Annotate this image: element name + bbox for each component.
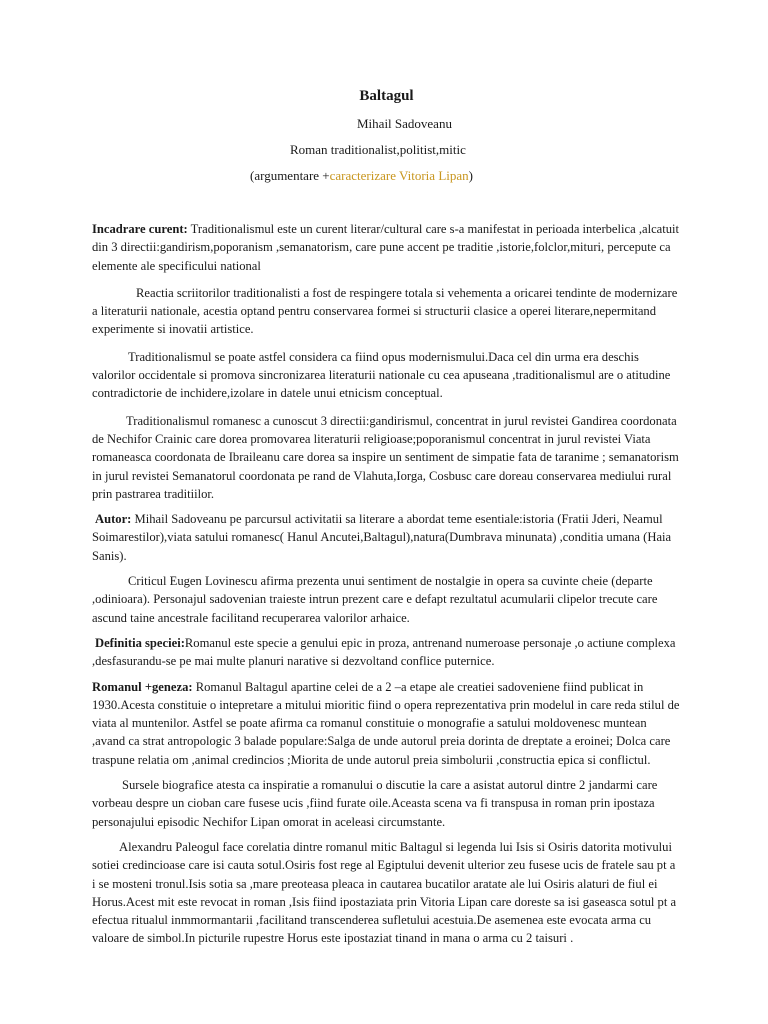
argument-prefix: (argumentare + [250, 168, 330, 183]
paragraph-autor [92, 510, 680, 565]
paragraph-text: Traditionalismul este un curent literar/cultural care s-a manifestat in perioada interbelica ,alcatuit din 3 directii:gandirism,poporanism ,semanatorism, care pune accent pe traditie ,istorie,folclor,mituri, percepute ca elemente ale specificului national [92, 222, 680, 273]
argument-line [250, 168, 473, 184]
section-label-definitia: Definitia speciei: [95, 635, 185, 650]
argument-highlight: caracterizare Vitoria Lipan [329, 168, 469, 183]
document-body [92, 220, 680, 957]
novel-subtitle: Roman traditionalist,politist,mitic [290, 142, 466, 157]
paragraph-romanesc: Traditionalismul romanesc a cunoscut 3 directii:gandirismul, concentrat in jurul revistei Gandirea coordonata de Nechifor Crainic care dorea promovarea literaturii religioase;poporanismul concentrat in jurul revistei Viata romaneasca coordonata de Ibraileanu care dorea sa inspire un sentiment de simpatie fata de taranime ; semanatorism in jurul revistei Semanatorul coordonata pe rand de Vlahuta,Iorga, Cosbusc care doreau conservarea mediului rural prin pastrarea traditiilor. [92, 413, 679, 501]
paragraph-reactia: Reactia scriitorilor traditionalisti a fost de respingere totala si vehementa a oricarei tendinte de modernizare a literaturii nationale, acestia optand pentru conservarea formei si structurii clasice a operei literare,nepermitand experimente si inovatii artistice. [92, 285, 678, 337]
paragraph-incadrare [92, 220, 680, 275]
paragraph-opus: Traditionalismul se poate astfel considera ca fiind opus modernismului.Daca cel din urma era deschis valorilor occidentale si promova sincronizarea literaturii nationale cu cea apuseana ,traditionalismul are o atitudine contradictorie de inchidere,izolare in datele unui etnicism conceptual. [92, 349, 671, 401]
section-label-autor: Autor: [95, 512, 132, 527]
paragraph-paleogul: Alexandru Paleogul face corelatia dintre romanul mitic Baltagul si legenda lui Isis si Osiris datorita motivului sotiei credincioase care isi cauta sotul.Osiris fost rege al Egiptului devenit ulterior zeu fusese ucis de fratele sau pt a i se mosteni tronul.Isis sotia sa ,mare preoteasa pleaca in cautarea bucatilor aratate ale lui Osiris alaturi de fiul ei Horus.Acest mit este revocat in roman ,Isis fiind ipostaziata prin Vitoria Lipan care doreste sa isi gaseasca sotul pt a efectua ritualul inmmormantarii ,facilitand transcenderea sufletului acestuia.De asemenea este evocata arma cu valoare de simbol.In picturile rupestre Horus este ipostaziat tinand in mana o arma cu 2 taisuri . [92, 839, 677, 946]
paragraph-geneza [92, 678, 680, 769]
paragraph-text: Romanul este specie a genului epic in proza, antrenand numeroase personaje ,o actiune complexa ,desfasurandu-se pe mai multe planuri narative si dezvoltand conflice puternice. [92, 635, 676, 669]
paragraph-lovinescu: Criticul Eugen Lovinescu afirma prezenta unui sentiment de nostalgie in opera sa cuvinte cheie (departe ,odinioara). Personajul sadovenian traieste intrun prezent care e defapt rezultatul acumularii clipelor trecute care ascund taine ancestrale facilitand recuperarea valorilor arhaice. [92, 574, 658, 625]
paragraph-surse: Sursele biografice atesta ca inspiratie a romanului o discutie la care a asistat autorul dintre 2 jandarmi care vorbeau despre un cioban care fusese ucis ,fiind furate oile.Aceasta scena va fi transpusa in roman prin ipostaza personajului episodic Nechifor Lipan omorat in aceleasi circumstante. [92, 778, 658, 829]
document-title: Baltagul [359, 88, 414, 104]
paragraph-text: Mihail Sadoveanu pe parcursul activitatii sa literare a abordat teme esentiale:istoria (Fratii Jderi, Neamul Soimarestilor),viata satului romanesc( Hanul Ancutei,Baltagul),natura(Dumbrava minunata) ,conditia umana (Haia Sanis). [92, 512, 672, 563]
argument-suffix: ) [468, 168, 473, 183]
section-label-geneza: Romanul +geneza: [92, 679, 193, 694]
author-name: Mihail Sadoveanu [357, 116, 452, 131]
paragraph-text: Romanul Baltagul apartine celei de a 2 –a etape ale creatiei sadoveniene fiind publicat in 1930.Acesta constituie o intepretare a mitului mioritic fiind o opera reprezentativa prin modelul in care reda stilul de viata al muntenilor. Astfel se poate afirma ca romanul constituie o monografie a satului moldovenesc muntean ,avand ca strat antropologic 3 balade populare:Salga de unde autorul preia dorinta de dreptate a eroinei; Dolca care traspune relatia om ,animal credincios ;Miorita de unde autorul preia simbolurii ,constructia epica si conflictul. [92, 679, 680, 767]
section-label-incadrare: Incadrare curent: [92, 222, 188, 236]
paragraph-definitia [92, 634, 680, 671]
